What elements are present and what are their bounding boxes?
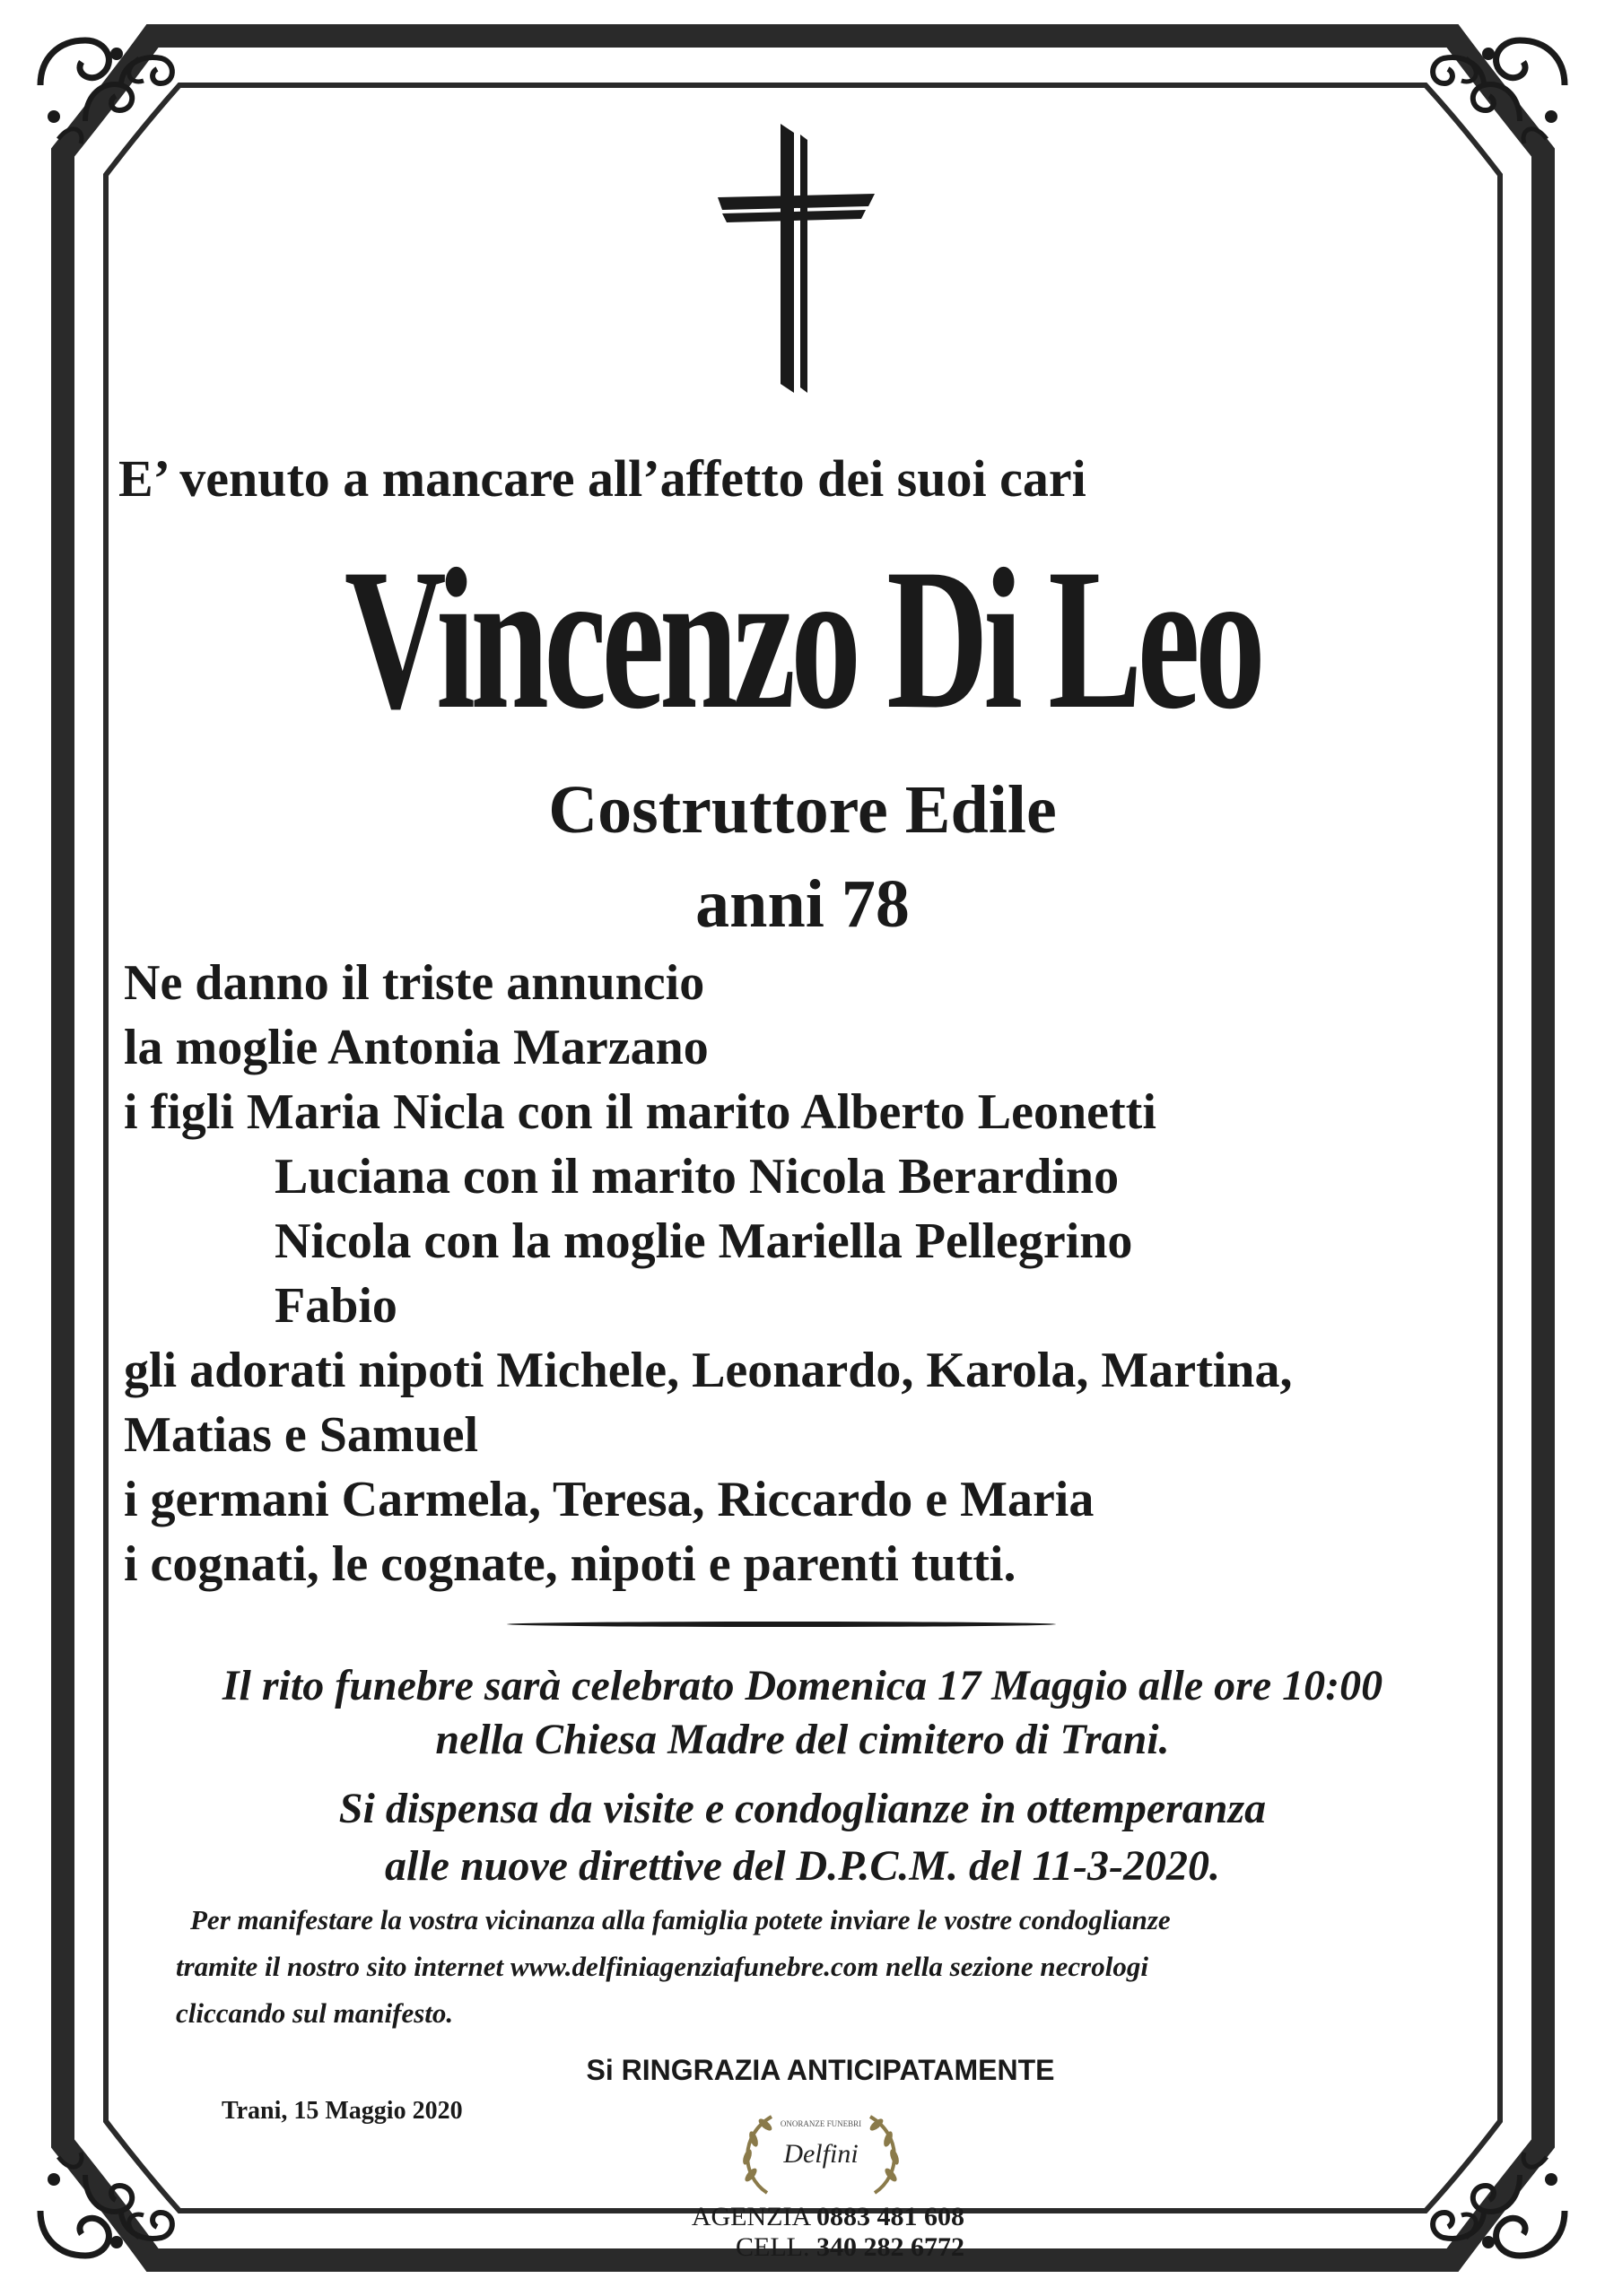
family-line: Nicola con la moglie Mariella Pellegrino (275, 1213, 1133, 1269)
family-line: Matias e Samuel (124, 1407, 479, 1463)
agency-contacts (677, 2202, 964, 2263)
family-line: Fabio (275, 1278, 397, 1334)
family-line: Luciana con il marito Nicola Berardino (275, 1149, 1120, 1205)
deceased-name: Vincenzo Di Leo (344, 526, 1261, 751)
age: anni 78 (695, 866, 910, 942)
family-announcement (124, 951, 1292, 1596)
logo-subtitle: ONORANZE FUNEBRI (780, 2119, 862, 2128)
note-line-2: tramite il nostro sito internet www.delfiniagenziafunebre.com nella sezione necrologi (176, 1951, 1148, 1982)
funeral-details (0, 1659, 1605, 1767)
dispensation-line-1: Si dispensa da visite e condoglianze in ottemperanza (338, 1785, 1267, 1832)
logo-name: Delfini (783, 2139, 859, 2169)
thanks-text: Si RINGRAZIA ANTICIPATAMENTE (586, 2054, 1055, 2086)
family-line: Ne danno il triste annuncio (124, 955, 705, 1011)
family-line: i figli Maria Nicla con il marito Alberto Leonetti (124, 1084, 1156, 1140)
place-date: Trani, 15 Maggio 2020 (222, 2097, 463, 2125)
divider (507, 1622, 1056, 1627)
note-line-1: Per manifestare la vostra vicinanza alla famiglia potete inviare le vostre condoglianze (190, 1904, 1171, 1935)
cell-phone-line: CELL. 340 282 6772 (736, 2232, 964, 2262)
funeral-line-1: Il rito funebre sarà celebrato Domenica 17 Maggio alle ore 10:00 (222, 1662, 1383, 1709)
note-line-3: cliccando sul manifesto. (176, 1997, 454, 2029)
cell-phone: 340 282 6772 (816, 2232, 964, 2262)
agency-phone: 0883 481 608 (816, 2202, 964, 2231)
family-line: gli adorati nipoti Michele, Leonardo, Karola, Martina, (124, 1343, 1293, 1398)
condolence-note (176, 1897, 1450, 2037)
family-line: la moglie Antonia Marzano (124, 1020, 709, 1075)
dispensation-notice (0, 1780, 1605, 1895)
profession: Costruttore Edile (548, 772, 1057, 848)
laurel-wreath-logo (731, 2103, 911, 2202)
agency-phone-line: AGENZIA 0883 481 608 (691, 2202, 964, 2231)
intro-text: E’ venuto a mancare all’affetto dei suoi cari (118, 449, 1086, 508)
family-line: i germani Carmela, Teresa, Riccardo e Maria (124, 1472, 1095, 1527)
family-line: i cognati, le cognate, nipoti e parenti tutti. (124, 1536, 1016, 1592)
dispensation-line-2: alle nuove direttive del D.P.C.M. del 11-3-2020. (384, 1842, 1220, 1890)
funeral-line-2: nella Chiesa Madre del cimitero di Trani. (435, 1716, 1170, 1763)
latin-cross-icon (718, 124, 875, 393)
